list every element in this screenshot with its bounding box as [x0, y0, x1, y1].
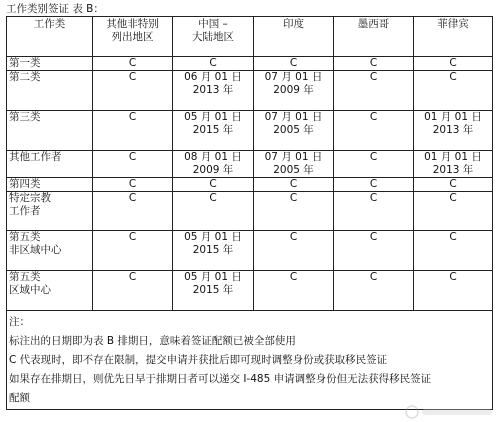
cell-line: C	[369, 271, 378, 283]
table-row	[7, 57, 493, 71]
category-line: 第四类	[9, 178, 41, 190]
cell-line: C	[128, 57, 137, 69]
category-line: 非区域中心	[9, 244, 62, 256]
cell-line: C	[289, 271, 298, 283]
table-cell	[93, 151, 173, 178]
cell-line: C	[449, 57, 457, 69]
cell-line: 07 月 01 日	[264, 151, 323, 163]
cell-line: 2009 年	[273, 84, 314, 96]
table-row	[7, 111, 493, 151]
cell-line: C	[289, 192, 298, 204]
cell-line: 05 月 01 日	[184, 231, 242, 243]
cell-line: 2013 年	[432, 164, 474, 176]
category-line: 其他工作者	[9, 151, 62, 163]
table-cell	[334, 231, 414, 271]
cell-line: C	[369, 231, 378, 243]
category-line: 特定宗教	[9, 192, 51, 204]
cell-line: C	[128, 271, 137, 283]
row-category	[7, 57, 93, 71]
cell-line: C	[449, 271, 457, 283]
table-cell	[414, 151, 493, 178]
table-cell	[254, 271, 334, 311]
table-caption: 工作类别签证 表 B：	[6, 3, 104, 15]
row-category	[7, 71, 93, 111]
cell-line: C	[369, 178, 378, 190]
visa-bulletin-table	[6, 16, 493, 410]
table-cell	[334, 192, 414, 231]
watermark-logo	[404, 404, 494, 420]
table-cell	[334, 271, 414, 311]
header-line: 菲律宾	[437, 18, 469, 30]
table-row	[7, 192, 493, 231]
table-cell	[334, 111, 414, 151]
table-cell	[93, 271, 173, 311]
cell-line: 07 月 01 日	[264, 71, 323, 83]
table-cell	[173, 231, 254, 271]
table-cell	[254, 71, 334, 111]
notes-cell	[7, 311, 493, 410]
table-cell	[254, 57, 334, 71]
cell-line: 08 月 01 日	[184, 151, 242, 163]
table-cell	[414, 231, 493, 271]
cell-line: C	[128, 71, 137, 83]
header-line: 其他非特别	[106, 18, 159, 30]
notes-line: 配额	[9, 392, 30, 404]
cell-line: C	[369, 151, 378, 163]
cell-line: C	[128, 192, 137, 204]
cell-line: 05 月 01 日	[184, 271, 242, 283]
cell-line: 01 月 01 日	[424, 111, 482, 123]
table-cell	[93, 57, 173, 71]
header-china	[173, 17, 254, 57]
header-line: 大陆地区	[192, 31, 234, 43]
table-cell	[334, 71, 414, 111]
cell-line: C	[128, 151, 137, 163]
cell-line: C	[449, 71, 457, 83]
table-cell	[254, 231, 334, 271]
header-line: 墨西哥	[357, 18, 390, 30]
cell-line: 2015 年	[192, 124, 234, 136]
table-cell	[173, 192, 254, 231]
cell-line: C	[369, 57, 378, 69]
table-row	[7, 178, 493, 192]
category-line: 第五类	[9, 231, 41, 243]
row-category	[7, 192, 93, 231]
table-cell	[173, 111, 254, 151]
row-category	[7, 151, 93, 178]
category-line: 区域中心	[9, 284, 51, 296]
header-category	[7, 17, 93, 57]
header-line: 中国 –	[198, 18, 228, 30]
table-cell	[173, 271, 254, 311]
table-cell	[173, 151, 254, 178]
cell-line: C	[369, 111, 378, 123]
cell-line: C	[369, 71, 378, 83]
table-cell	[254, 151, 334, 178]
header-line: 印度	[283, 18, 304, 30]
table-cell	[254, 178, 334, 192]
header-row	[7, 17, 493, 57]
row-category	[7, 271, 93, 311]
notes-heading: 注：	[9, 316, 30, 328]
cell-line: 2005 年	[273, 164, 314, 176]
row-category	[7, 178, 93, 192]
category-line: 第二类	[9, 71, 41, 83]
table-row	[7, 151, 493, 178]
cell-line: 2013 年	[432, 124, 474, 136]
table-row	[7, 71, 493, 111]
row-category	[7, 111, 93, 151]
category-line: 第一类	[9, 57, 41, 69]
table-cell	[93, 192, 173, 231]
table-cell	[254, 111, 334, 151]
cell-line: 2013 年	[192, 84, 234, 96]
table-cell	[93, 178, 173, 192]
header-line: 列出地区	[111, 31, 154, 43]
table-cell	[414, 111, 493, 151]
table-cell	[414, 71, 493, 111]
table-cell	[414, 192, 493, 231]
table-cell	[173, 71, 254, 111]
cell-line: C	[128, 178, 137, 190]
header-mexico	[334, 17, 414, 57]
category-line: 第五类	[9, 271, 41, 283]
cell-line: C	[128, 111, 137, 123]
table-cell	[93, 71, 173, 111]
header-philippines	[414, 17, 493, 57]
table-row	[7, 231, 493, 271]
category-line: 第三类	[9, 111, 41, 123]
table-cell	[254, 192, 334, 231]
cell-line: C	[209, 178, 217, 190]
table-cell	[173, 178, 254, 192]
notes-line: C 代表现时，即不存在限制，提交申请并获批后即可现时调整身份或获取移民签证	[9, 354, 388, 366]
cell-line: C	[449, 192, 457, 204]
cell-line: 05 月 01 日	[184, 111, 242, 123]
table-row	[7, 271, 493, 311]
notes-row	[7, 311, 493, 410]
cell-line: 2009 年	[192, 164, 234, 176]
cell-line: C	[209, 192, 217, 204]
cell-line: 01 月 01 日	[424, 151, 482, 163]
table-cell	[334, 178, 414, 192]
cell-line: 2015 年	[192, 244, 234, 256]
header-other-regions	[93, 17, 173, 57]
cell-line: C	[449, 231, 457, 243]
table-cell	[414, 178, 493, 192]
cell-line: 2015 年	[192, 284, 234, 296]
table-cell	[414, 57, 493, 71]
table-cell	[334, 151, 414, 178]
row-category	[7, 231, 93, 271]
cell-line: C	[209, 57, 217, 69]
table-cell	[414, 271, 493, 311]
notes-line: 如果存在排期日，则优先日早于排期日者可以递交 I-485 申请调整身份但无法获得移民签证	[9, 373, 432, 385]
cell-line: C	[128, 231, 137, 243]
cell-line: 06 月 01 日	[184, 71, 242, 83]
category-line: 工作者	[9, 205, 41, 217]
table-cell	[93, 231, 173, 271]
cell-line: 07 月 01 日	[264, 111, 323, 123]
notes-line: 标注出的日期即为表 B 排期日，意味着签证配额已被全部使用	[9, 335, 296, 347]
table-cell	[173, 57, 254, 71]
cell-line: C	[369, 192, 378, 204]
header-india	[254, 17, 334, 57]
cell-line: 2005 年	[273, 124, 314, 136]
cell-line: C	[289, 178, 298, 190]
table-cell	[93, 111, 173, 151]
header-line: 工作类	[33, 18, 66, 30]
cell-line: C	[449, 178, 457, 190]
table-cell	[334, 57, 414, 71]
cell-line: C	[289, 57, 298, 69]
cell-line: C	[289, 231, 298, 243]
